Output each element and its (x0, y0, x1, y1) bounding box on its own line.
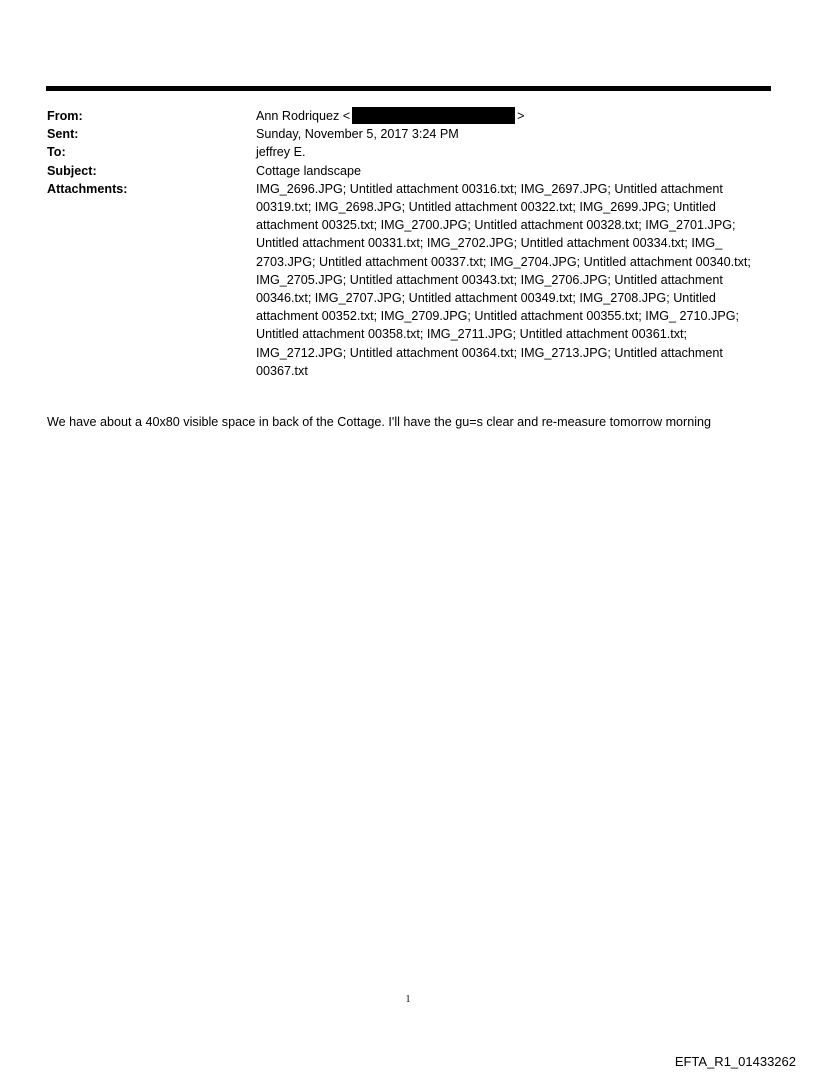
from-end: > (517, 109, 525, 123)
sent-row (47, 125, 762, 143)
email-body: We have about a 40x80 visible space in back of the Cottage. I'll have the gu=s clear and re-measure tomorrow morning (47, 415, 712, 429)
bates-number: EFTA_R1_01433262 (674, 1054, 796, 1069)
attachments-label: Attachments: (47, 181, 128, 196)
from-row (47, 107, 762, 125)
subject-label: Subject: (47, 163, 97, 178)
attachments-row (47, 180, 762, 380)
subject-value: Cottage landscape (256, 163, 362, 178)
page-number: 1 (405, 994, 411, 1005)
email-headers (47, 107, 762, 380)
header-rule (46, 86, 771, 91)
sent-label: Sent: (47, 127, 79, 142)
subject-row (47, 162, 762, 180)
attachments-value: IMG_2696.JPG; Untitled attachment 00316.txt; IMG_2697.JPG; Untitled attachment 00319.txt; IMG_2698.JPG; Untitled attachment 00322.txt; IMG_2699.JPG; Untitled attachment 00325.txt; IMG_2700.JPG; Untitled attachment 00328.txt; IMG_2701.JPG; Untitled attachment 00331.txt; IMG_2702.JPG; Untitled attachment 00334.txt; IMG_ 2703.JPG; Untitled attachment 00337.txt; IMG_2704.JPG; Untitled attachment 00340.txt; IMG_2705.JPG; Untitled attachment 00343.txt; IMG_2706.JPG; Untitled attachment 00346.txt; IMG_2707.JPG; Untitled attachment 00349.txt; IMG_2708.JPG; Untitled attachment 00352.txt; IMG_2709.JPG; Untitled attachment 00355.txt; IMG_ 2710.JPG; Untitled attachment 00358.txt; IMG_2711.JPG; Untitled attachment 00361.txt; IMG_2712.JPG; Untitled attachment 00364.txt; IMG_2713.JPG; Untitled attachment 00367.txt (256, 181, 751, 378)
redaction-block (352, 107, 515, 124)
to-label: To: (47, 145, 66, 160)
to-value: jeffrey E. (256, 145, 306, 160)
from-value (256, 107, 762, 125)
sent-value: Sunday, November 5, 2017 3:24 PM (256, 127, 459, 142)
from-name: Ann Rodriquez < (256, 109, 351, 123)
to-row (47, 143, 762, 161)
from-label: From: (47, 109, 83, 123)
